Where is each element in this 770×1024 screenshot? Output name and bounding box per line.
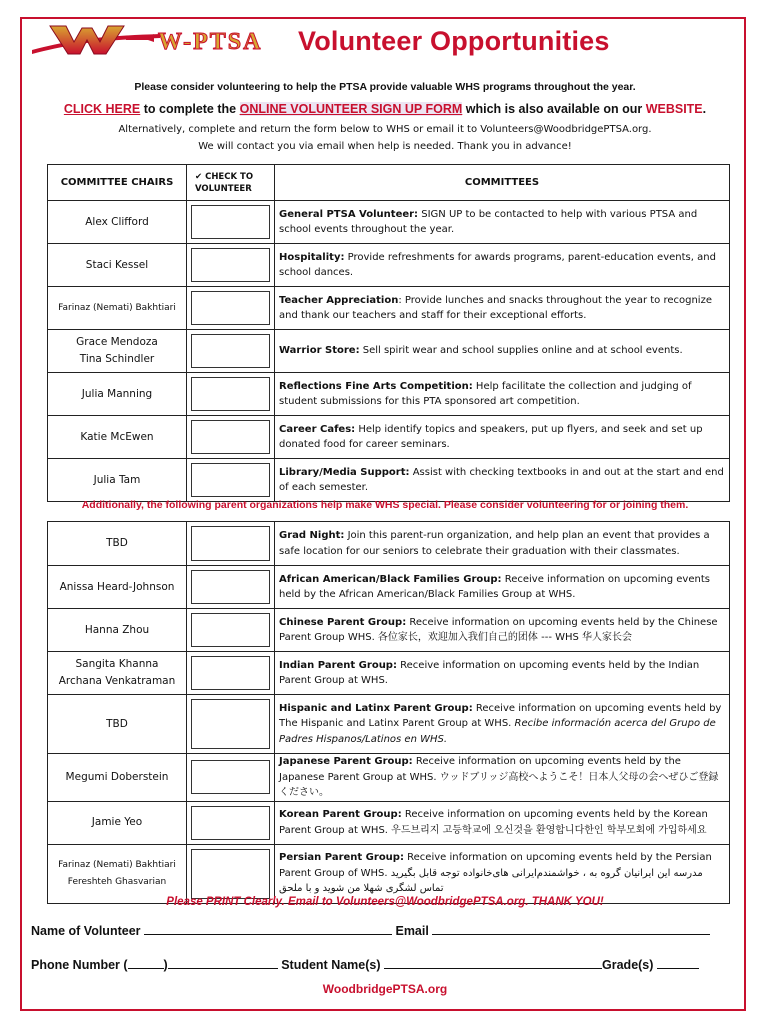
committee-description: Receive information on upcoming events held by the Japanese Parent Group at WHS. ウッドブリッジ高校へようこそ！日本人父母の会へぜひご登録ください。 [279,756,719,798]
check-cell [187,844,275,903]
chair-name: Farinaz (Nemati) Bakhtiari [58,859,176,870]
committee-row [48,330,730,373]
signup-form-link[interactable]: ONLINE VOLUNTEER SIGN UP FORM [239,102,463,116]
check-cell [187,754,275,802]
print-clearly-note: Please PRINT Clearly. Email to Volunteers@WoodbridgePTSA.org. THANK YOU! [166,896,604,908]
period-text: . [702,102,707,116]
header-check-to-volunteer [187,165,275,201]
additional-organizations-note: Additionally, the following parent organizations help make WHS special. Please consider volunteering for or joining them. [81,499,689,511]
chair-name: Megumi Doberstein [65,770,169,783]
signup-line [0,102,770,116]
volunteer-checkbox[interactable] [191,699,270,749]
volunteer-checkbox[interactable] [191,570,270,604]
ptsa-logo [30,22,292,56]
committee-description-cell [275,244,730,287]
committee-chair-cell [48,416,187,459]
committee-description: Receive information on upcoming events held by the African American/Black Families Group at WHS. [279,573,710,600]
website-link[interactable]: WEBSITE [645,102,703,116]
volunteer-checkbox[interactable] [191,656,270,690]
committee-chair-cell [48,695,187,754]
committee-description: Receive information on upcoming events held by the Persian Parent Group of WHS. مدرسه این ایرانیان گروه به ، خواشمندم‌ایرانی های‌خانواده توجه قابل بگیرید تماس لشگری شهلا من شوید و با ملحق [279,852,712,895]
committee-name: Library/Media Support: [279,466,410,478]
click-here-link[interactable]: CLICK HERE [63,102,141,116]
chair-name: Sangita Khanna [75,658,159,670]
committee-description: Assist with checking textbooks in and out at the start and end of each semester. [279,466,724,493]
committee-name: African American/Black Families Group: [279,573,502,585]
committee-chair-cell [48,459,187,502]
checkmark-icon: ✔ [195,171,203,182]
header-check-line1: CHECK TO [202,171,254,182]
committee-description-cell [275,522,730,566]
volunteer-checkbox[interactable] [191,248,270,282]
chair-name: Archana Venkatraman [58,675,176,687]
parent-group-row [48,801,730,844]
chair-name: TBD [106,717,128,730]
volunteer-checkbox[interactable] [191,420,270,454]
committee-description-cell [275,416,730,459]
logo-text: W-PTSA [158,29,263,55]
check-cell [187,566,275,609]
intro-text: Please consider volunteering to help the PTSA provide valuable WHS programs throughout the year. [134,81,636,93]
check-cell [187,609,275,652]
committee-description: Help facilitate the collection and judging of student submissions for this PTA sponsored art competition. [279,380,692,407]
committee-name: Teacher Appreciation [279,294,399,306]
phone-area-code-field[interactable] [128,956,164,969]
committee-name: Chinese Parent Group: [279,616,407,628]
committees-header-row [48,165,730,201]
also-available-text: which is also available on our [462,102,646,116]
check-cell [187,801,275,844]
chair-name: Staci Kessel [85,258,149,271]
page-title: Volunteer Opportunities [298,26,610,56]
check-cell [187,244,275,287]
volunteer-checkbox[interactable] [191,291,270,325]
phone-close-paren: ) [163,958,168,972]
phone-student-grade-line [31,956,699,972]
parent-group-row [48,695,730,754]
parent-groups-table [47,521,730,904]
parent-group-row [48,652,730,695]
check-cell [187,695,275,754]
committee-description: Receive information on upcoming events held by the Chinese Parent Group WHS. 各位家长，欢迎加入我们自己的团体 --- WHS 华人家长会 [279,616,718,643]
committee-chair-cell [48,652,187,695]
email-label: Email [395,924,429,938]
committees-table [47,164,730,502]
volunteer-checkbox[interactable] [191,377,270,411]
chair-name: Julia Tam [93,473,141,486]
committee-description: : Provide lunches and snacks throughout the year to recognize and thank our teachers and staff for their exceptional efforts. [279,294,712,321]
header-committee-chairs: COMMITTEE CHAIRS [48,165,187,201]
committee-name: Warrior Store: [279,345,360,357]
committee-chair-cell [48,566,187,609]
committee-name: Korean Parent Group: [279,809,402,820]
committee-description-cell [275,652,730,695]
alternative-text: Alternatively, complete and return the form below to WHS or email it to Volunteers@WoodbridgePTSA.org. [118,124,652,135]
committee-chair-cell [48,244,187,287]
committee-row [48,459,730,502]
phone-number-field[interactable] [168,956,278,969]
check-cell [187,459,275,502]
grade-field[interactable] [657,956,699,969]
committee-name: Grad Night: [279,530,345,541]
chair-name: Katie McEwen [80,430,154,443]
committee-description: Join this parent-run organization, and help plan an event that provides a safe location for our seniors to celebrate their graduation with their classmates. [279,530,710,557]
parent-group-row [48,609,730,652]
check-cell [187,522,275,566]
name-label: Name of Volunteer [31,924,141,938]
committee-name: General PTSA Volunteer: [279,208,419,220]
check-cell [187,201,275,244]
committee-chair-cell [48,287,187,330]
chair-name: TBD [106,537,128,549]
check-cell [187,330,275,373]
email-field[interactable] [432,922,710,935]
committee-name: Hispanic and Latinx Parent Group: [279,702,473,714]
chair-name: Tina Schindler [79,353,155,365]
chair-name: Grace Mendoza [76,336,158,348]
check-cell [187,373,275,416]
committee-description-cell [275,373,730,416]
committee-description: Help identify topics and speakers, put up flyers, and seek and set up donated food for career seminars. [279,423,703,450]
committee-description-cell [275,695,730,754]
header-committees: COMMITTEES [275,165,730,201]
committee-description-cell [275,330,730,373]
committee-description: Sell spirit wear and school supplies online and at school events. [359,345,683,357]
student-name-field[interactable] [384,956,602,969]
committee-chair-cell [48,609,187,652]
chair-name: Hanna Zhou [84,623,150,636]
committee-row [48,201,730,244]
committee-chair-cell [48,522,187,566]
chair-name: Anissa Heard-Johnson [59,580,175,593]
name-email-line [31,922,710,938]
committee-name: Indian Parent Group: [279,659,397,671]
committee-description-cell [275,566,730,609]
volunteer-checkbox[interactable] [191,849,270,899]
chair-name: Alex Clifford [85,215,149,228]
volunteer-checkbox[interactable] [191,526,270,561]
committee-chair-cell [48,801,187,844]
committee-description: Receive information on upcoming events held by the Indian Parent Group at WHS. [279,659,700,686]
volunteer-checkbox[interactable] [191,760,270,794]
contact-text: We will contact you via email when help is needed. Thank you in advance! [198,141,572,152]
committee-chair-cell [48,754,187,802]
committee-description-cell [275,844,730,903]
committee-chair-cell [48,844,187,903]
committee-description: Receive information on upcoming events held by the Korean Parent Group at WHS. 우드브리지 고등학교에 오신것을 환영합니다한인 학부모회에 가입하세요 [279,809,708,836]
volunteer-checkbox[interactable] [191,334,270,368]
volunteer-checkbox[interactable] [191,613,270,647]
committee-description-spanish: Recibe información acerca del Grupo de Padres Hispanos/Latinos en WHS. [279,718,716,745]
parent-group-row [48,522,730,566]
committee-description-cell [275,201,730,244]
student-label: Student Name(s) [281,958,381,972]
to-complete-text: to complete the [140,102,240,116]
committee-row [48,416,730,459]
committee-description: Receive information on upcoming events held by The Hispanic and Latinx Parent Group at WHS. [279,702,722,730]
chair-name: Farinaz (Nemati) Bakhtiari [58,302,176,313]
committee-name: Career Cafes: [279,423,356,435]
committee-name: Hospitality: [279,251,345,263]
committee-row [48,287,730,330]
committee-chair-cell [48,330,187,373]
website-footer-link[interactable]: WoodbridgePTSA.org [322,982,448,996]
header-check-line2: VOLUNTEER [195,183,252,194]
committee-row [48,373,730,416]
committee-description-cell [275,287,730,330]
check-cell [187,652,275,695]
committee-name: Persian Parent Group: [279,852,404,864]
committee-description: Provide refreshments for awards programs, parent-education events, and school dances. [279,251,716,278]
committee-description-cell [275,801,730,844]
check-cell [187,287,275,330]
committee-description: SIGN UP to be contacted to help with various PTSA and school events throughout the year. [279,208,698,235]
grade-label: Grade(s) [602,958,654,972]
committee-name: Reflections Fine Arts Competition: [279,380,473,392]
parent-group-row [48,754,730,802]
committee-description-cell [275,459,730,502]
committee-chair-cell [48,201,187,244]
volunteer-name-field[interactable] [144,922,392,935]
chair-name: Fereshteh Ghasvarian [67,876,167,887]
committee-description-cell [275,609,730,652]
chair-name: Jamie Yeo [91,816,143,828]
phone-label: Phone Number ( [31,958,128,972]
check-cell [187,416,275,459]
volunteer-checkbox[interactable] [191,205,270,239]
volunteer-checkbox[interactable] [191,463,270,497]
parent-group-row [48,566,730,609]
committee-chair-cell [48,373,187,416]
committee-row [48,244,730,287]
chair-name: Julia Manning [81,387,153,400]
parent-group-row [48,844,730,903]
committee-description-cell [275,754,730,802]
volunteer-checkbox[interactable] [191,806,270,840]
committee-name: Japanese Parent Group: [279,756,413,767]
